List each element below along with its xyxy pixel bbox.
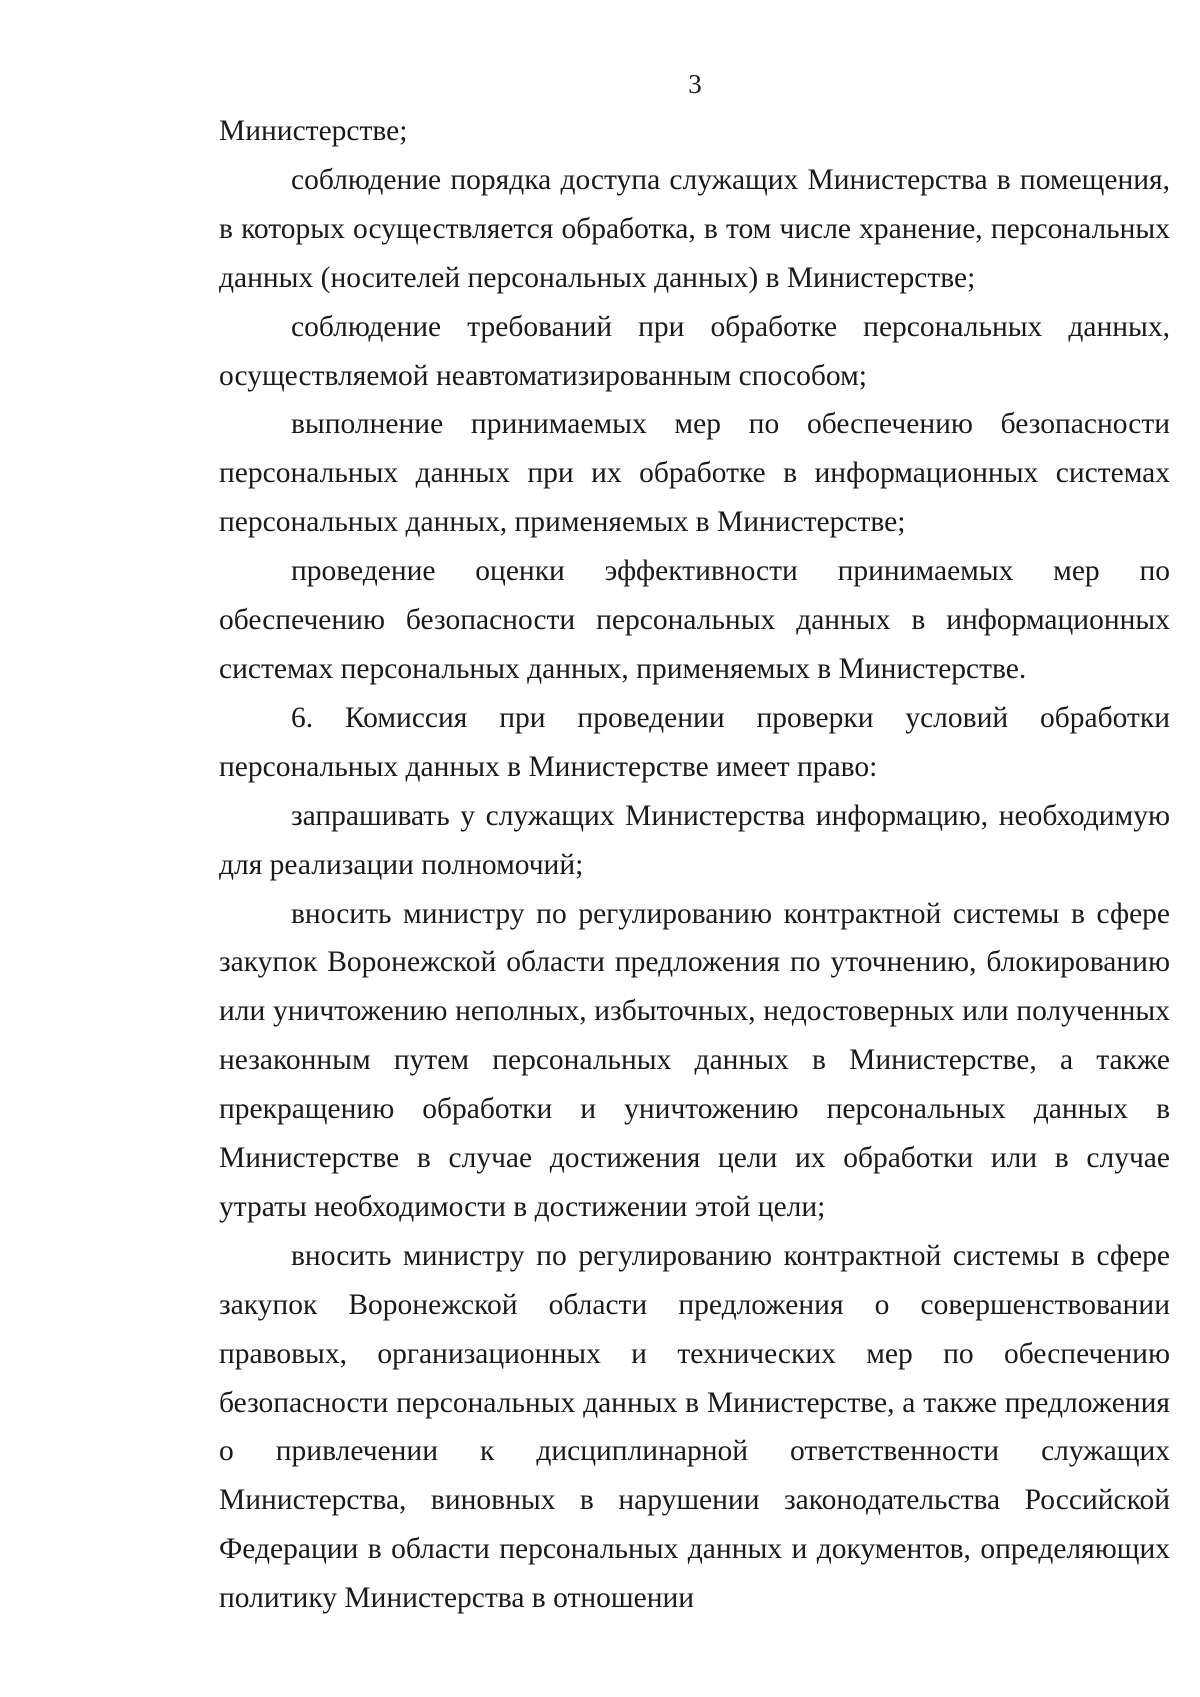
paragraph-8: вносить министру по регулированию контрактной системы в сфере закупок Воронежской области предложения по уточнению, блокированию или уничтожению неполных, избыточных, недостоверных или полученных незаконным путем персональных данных в Министерстве, а также прекращению обработки и уничтожению персональных данных в Министерстве в случае достижения цели их обработки или в случае утраты необходимости в достижении этой цели;	[219, 897, 1170, 1223]
paragraph-5: проведение оценки эффективности принимаемых мер по обеспечению безопасности персональных данных в информационных системах персональных данных, применяемых в Министерстве.	[219, 555, 1170, 685]
paragraph-2: соблюдение порядка доступа служащих Министерства в помещения, в которых осуществляется обработка, в том числе хранение, персональных данных (носителей персональных данных) в Министерстве;	[219, 163, 1170, 294]
paragraph-3: соблюдение требований при обработке персональных данных, осуществляемой неавтоматизированным способом;	[219, 310, 1170, 392]
paragraph-9: вносить министру по регулированию контрактной системы в сфере закупок Воронежской области предложения о совершенствовании правовых, организационных и технических мер по обеспечению безопасности персональных данных в Министерстве, а также предложения о привлечении к дисциплинарной ответственности служащих Министерства, виновных в нарушении законодательства Российской Федерации в области персональных данных и документов, определяющих политику Министерства в отношении	[219, 1239, 1170, 1615]
paragraph-7: запрашивать у служащих Министерства информацию, необходимую для реализации полномочий;	[219, 799, 1170, 881]
paragraph-1: Министерстве;	[219, 115, 408, 147]
paragraph-6: 6. Комиссия при проведении проверки условий обработки персональных данных в Министерстве имеет право:	[219, 701, 1170, 783]
document-body	[219, 107, 1170, 1623]
page-number: 3	[688, 69, 702, 99]
paragraph-4: выполнение принимаемых мер по обеспечению безопасности персональных данных при их обработке в информационных системах персональных данных, применяемых в Министерстве;	[219, 408, 1170, 539]
